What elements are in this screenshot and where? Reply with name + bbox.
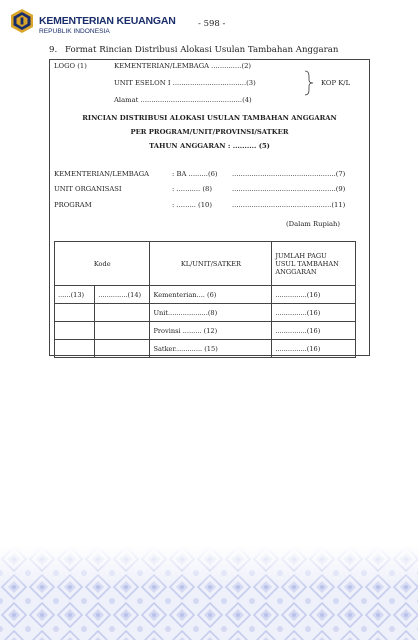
header-jumlah-pagu bbox=[272, 242, 356, 286]
form-title-2: PER PROGRAM/UNIT/PROVINSI/SATKER bbox=[130, 128, 289, 136]
table-header-row bbox=[55, 242, 356, 286]
logo-line: LOGO (1) bbox=[54, 62, 87, 70]
right-brace-icon bbox=[304, 70, 314, 96]
field-dots: ................................................(7) bbox=[232, 170, 346, 178]
cell-jumlah: ...............(16) bbox=[272, 322, 356, 340]
cell-kl-unit: Provinsi ......... (12) bbox=[150, 322, 272, 340]
form-template bbox=[49, 59, 370, 356]
alamat-line: Alamat ...............................................(4) bbox=[114, 96, 252, 104]
header-jumlah-line: USUL TAMBAHAN bbox=[275, 259, 339, 268]
cell-kode-1 bbox=[55, 322, 95, 340]
cell-jumlah: ...............(16) bbox=[272, 340, 356, 358]
cell-kode-2 bbox=[95, 304, 150, 322]
ministry-name: KEMENTERIAN KEUANGAN bbox=[39, 15, 176, 27]
cell-kode-1: ......(13) bbox=[55, 286, 95, 304]
field-code: : BA .........(6) bbox=[172, 170, 218, 178]
table-row bbox=[55, 340, 356, 358]
field-label: PROGRAM bbox=[54, 201, 92, 209]
cell-kode-1 bbox=[55, 304, 95, 322]
cell-kode-2 bbox=[95, 322, 150, 340]
field-label: UNIT ORGANISASI bbox=[54, 185, 122, 193]
cell-kl-unit: Unit...................(8) bbox=[150, 304, 272, 322]
eselon-line: UNIT ESELON I ..................................(3) bbox=[114, 79, 256, 87]
allocation-table bbox=[54, 241, 356, 358]
table-row bbox=[55, 304, 356, 322]
header-kode: Kode bbox=[55, 242, 150, 286]
cell-jumlah: ...............(16) bbox=[272, 286, 356, 304]
field-code: : ......... (10) bbox=[172, 201, 213, 209]
section-title: Format Rincian Distribusi Alokasi Usulan Tambahan Anggaran bbox=[65, 45, 339, 55]
header-jumlah-line: JUMLAH PAGU bbox=[275, 251, 327, 260]
cell-kl-unit: Satker............. (15) bbox=[150, 340, 272, 358]
form-title-1: RINCIAN DISTRIBUSI ALOKASI USULAN TAMBAHAN ANGGARAN bbox=[82, 114, 337, 122]
kemenkeu-logo-icon bbox=[9, 8, 35, 34]
table-row bbox=[55, 322, 356, 340]
cell-jumlah: ...............(16) bbox=[272, 304, 356, 322]
ministry-subtitle: REPUBLIK INDONESIA bbox=[39, 28, 110, 35]
field-dots: ................................................(9) bbox=[232, 185, 346, 193]
page-number: - 598 - bbox=[198, 19, 226, 29]
kl-line: KEMENTERIAN/LEMBAGA ..............(2) bbox=[114, 62, 252, 70]
header-jumlah-line: ANGGARAN bbox=[275, 267, 317, 276]
field-dots: ..............................................(11) bbox=[232, 201, 346, 209]
cell-kode-2 bbox=[95, 340, 150, 358]
form-title-3: TAHUN ANGGARAN : .......... (5) bbox=[149, 142, 270, 150]
table-row bbox=[55, 286, 356, 304]
cell-kode-1 bbox=[55, 340, 95, 358]
section-number: 9. bbox=[49, 45, 58, 55]
header-kl-unit-satker: KL/UNIT/SATKER bbox=[150, 242, 272, 286]
field-label: KEMENTERIAN/LEMBAGA bbox=[54, 170, 150, 178]
batik-footer-pattern bbox=[0, 545, 418, 640]
cell-kl-unit: Kementerian.... (6) bbox=[150, 286, 272, 304]
cell-kode-2: ..............(14) bbox=[95, 286, 150, 304]
section-heading bbox=[49, 45, 338, 55]
currency-note: (Dalam Rupiah) bbox=[286, 220, 341, 228]
field-code: : ........... (8) bbox=[172, 185, 213, 193]
kop-label: KOP K/L bbox=[321, 79, 351, 87]
